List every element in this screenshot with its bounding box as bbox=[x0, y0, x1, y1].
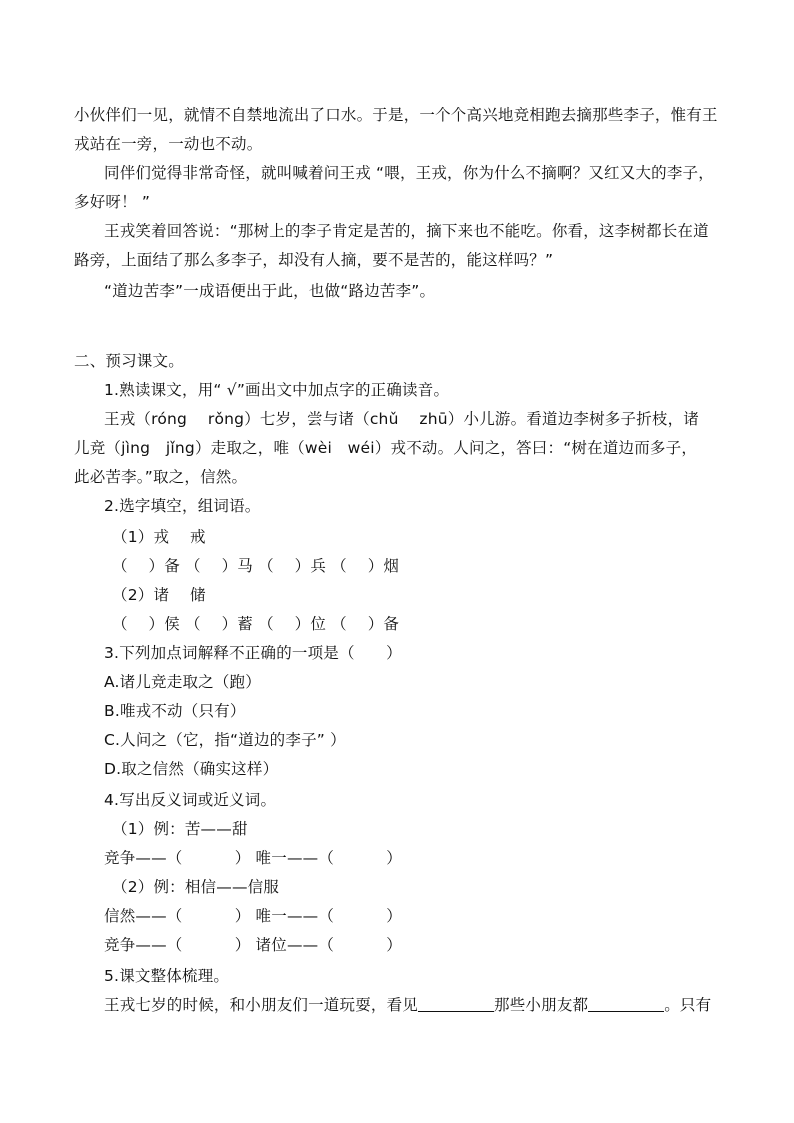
q4-title: 4.写出反义词或近义词。 bbox=[104, 791, 277, 809]
story-p3-line1: 王戎笑着回答说：“那树上的李子肯定是苦的，摘下来也不能吃。你看，这李树都长在道 bbox=[104, 222, 709, 240]
q4-example1: （1）例：苦——甜 bbox=[112, 820, 248, 838]
q2-group1-blanks[interactable]: （ ）备 （ ）马 （ ）兵 （ ）烟 bbox=[112, 557, 400, 575]
q2-group2-label: （2）诸 储 bbox=[112, 586, 206, 604]
q3-option-d[interactable]: D.取之信然（确实这样） bbox=[104, 760, 279, 778]
q5-segment2: 那些小朋友都 bbox=[494, 996, 589, 1014]
story-p4: “道边苦李”一成语便出于此，也做“路边苦李”。 bbox=[104, 282, 436, 300]
story-p2-line1: 同伴们觉得非常奇怪，就叫喊着问王戎 “喂，王戎，你为什么不摘啊？又红又大的李子， bbox=[104, 164, 714, 182]
q1-line1: 王戎（róng rǒng）七岁，尝与诸（chǔ zhū）小儿游。看道边李树多子折枝，诸 bbox=[104, 410, 700, 428]
q4-example1-blanks[interactable]: 竞争——（ ） 唯一——（ ） bbox=[104, 849, 402, 867]
q1-line3: 此必苦李。”取之，信然。 bbox=[74, 468, 248, 486]
q5-segment3: 。只有 bbox=[664, 996, 712, 1014]
q5-segment1: 王戎七岁的时候，和小朋友们一道玩耍，看见 bbox=[104, 996, 419, 1014]
q3-option-b[interactable]: B.唯戎不动（只有） bbox=[104, 702, 246, 720]
q2-group2-blanks[interactable]: （ ）侯 （ ）蓄 （ ）位 （ ）备 bbox=[112, 615, 400, 633]
story-p1-line2: 戎站在一旁，一动也不动。 bbox=[74, 135, 263, 153]
story-p2-line2: 多好呀！ ” bbox=[74, 193, 151, 211]
q4-example2-blanks1[interactable]: 信然——（ ） 唯一——（ ） bbox=[104, 907, 402, 925]
section-heading: 二、预习课文。 bbox=[74, 352, 184, 370]
q1-line2: 儿竞（jìng jǐng）走取之，唯（wèi wéi）戎不动。人问之，答曰：“树在道边而多子， bbox=[74, 439, 698, 457]
q5-blank2[interactable] bbox=[588, 995, 664, 1012]
q3-option-c[interactable]: C.人问之（它，指“道边的李子” ） bbox=[104, 731, 346, 749]
q3-option-a[interactable]: A.诸儿竞走取之（跑） bbox=[104, 673, 261, 691]
story-p3-line2: 路旁，上面结了那么多李子，却没有人摘，要不是苦的，能这样吗？” bbox=[74, 251, 554, 269]
q5-blank1[interactable] bbox=[418, 995, 494, 1012]
q1-title: 1.熟读课文，用“ √”画出文中加点字的正确读音。 bbox=[104, 381, 450, 399]
q3-title: 3.下列加点词解释不正确的一项是（ ） bbox=[104, 644, 402, 662]
q2-group1-label: （1）戎 戒 bbox=[112, 528, 206, 546]
q4-example2: （2）例：相信——信服 bbox=[112, 878, 280, 896]
q4-example2-blanks2[interactable]: 竞争——（ ） 诸位——（ ） bbox=[104, 936, 402, 954]
story-p1-line1: 小伙伴们一见，就情不自禁地流出了口水。于是，一个个高兴地竞相跑去摘那些李子，惟有王 bbox=[74, 106, 718, 124]
q2-title: 2.选字填空，组词语。 bbox=[104, 497, 261, 515]
q5-line bbox=[104, 995, 764, 1015]
q5-title: 5.课文整体梳理。 bbox=[104, 967, 230, 985]
